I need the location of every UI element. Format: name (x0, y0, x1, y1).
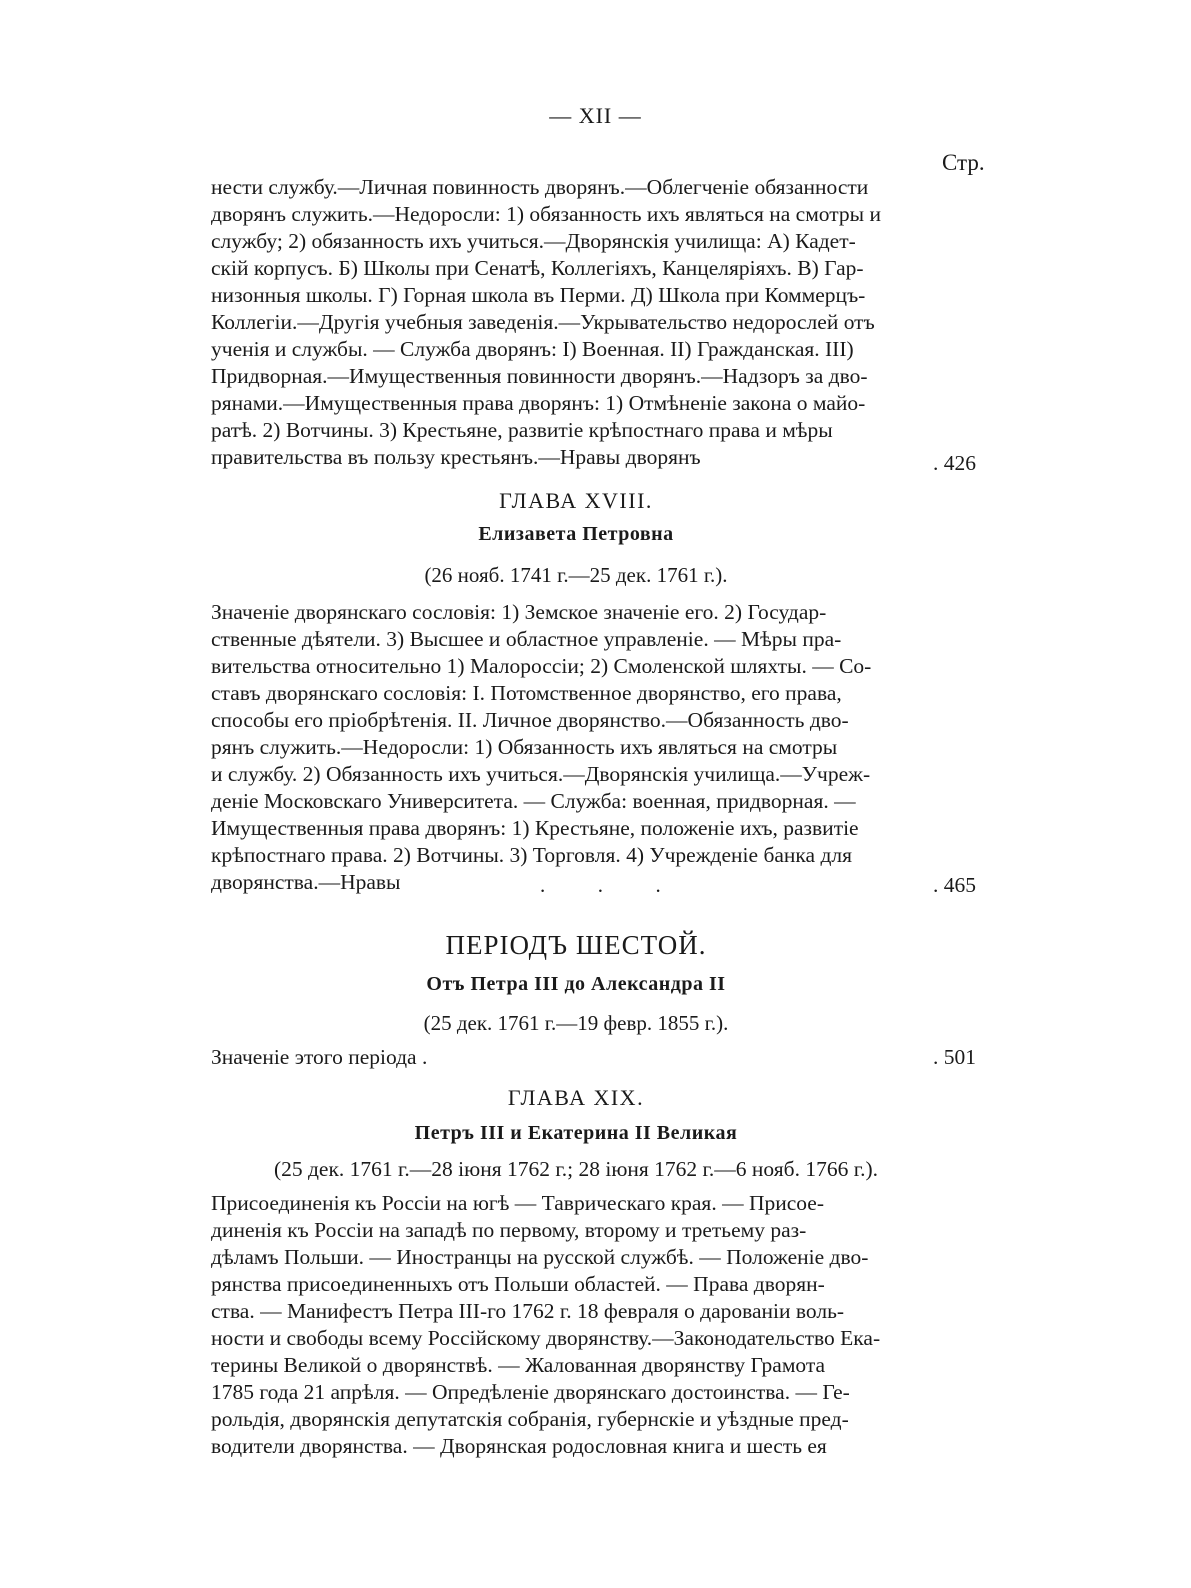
chapter-title: ГЛАВА XIX. (507, 1085, 645, 1110)
text-line: службу; 2) обязанность ихъ учиться.—Дворянскія училища: А) Кадет- (211, 229, 856, 253)
text-line: крѣпостнаго права. 2) Вотчины. 3) Торговля. 4) Учрежденіе банка для (211, 843, 853, 867)
text-line: ности и свободы всему Россійскому дворянству.—Законодательство Ека- (211, 1326, 881, 1350)
period-title: ПЕРІОДЪ ШЕСТОЙ. (445, 930, 707, 960)
text-line: рянами.—Имущественныя права дворянъ: 1) Отмѣненіе закона о майо- (211, 391, 866, 415)
text-line: дворянъ служить.—Недоросли: 1) обязанность ихъ являться на смотры и (211, 202, 882, 226)
page-column-label: Стр. (942, 150, 985, 175)
text-line: терины Великой о дворянствѣ. — Жалованная дворянству Грамота (211, 1353, 826, 1377)
period-subtitle: Отъ Петра III до Александра II (426, 973, 726, 995)
text-line: и службу. 2) Обязанность ихъ учиться.—Дворянскія училища.—Учреж- (211, 762, 871, 786)
text-line: Придворная.—Имущественныя повинности дворянъ.—Надзоръ за дво- (211, 364, 868, 388)
text-line: способы его пріобрѣтенія. II. Личное дворянство.—Обязанность дво- (211, 708, 849, 732)
text-line: деніе Московскаго Университета. — Служба: военная, придворная. — (211, 789, 856, 813)
page-number: . 426 (933, 451, 976, 475)
toc-entry-period-intro: Значеніе этого періода . (211, 1045, 428, 1069)
chapter-ruler: Петръ III и Екатерина II Великая (414, 1122, 738, 1144)
page-number: . 465 (933, 873, 976, 897)
text-line: ставъ дворянскаго сословія: I. Потомственное дворянство, его права, (211, 681, 842, 705)
text-line: дѣламъ Польши. — Иностранцы на русской службѣ. — Положеніе дво- (211, 1245, 869, 1269)
text-line: Коллегіи.—Другія учебныя заведенія.—Укрывательство недорослей отъ (211, 310, 875, 334)
text-line: водители дворянства. — Дворянская родословная книга и шесть ея (211, 1434, 827, 1458)
text-line: ученія и службы. — Служба дворянъ: I) Военная. II) Гражданская. III) (211, 337, 854, 361)
chapter-dates: (26 нояб. 1741 г.—25 дек. 1761 г.). (424, 563, 728, 587)
text-line: диненія къ Россіи на западѣ по первому, второму и третьему раз- (211, 1218, 807, 1242)
chapter-title: ГЛАВА XVIII. (499, 488, 653, 513)
toc-entry-chapter17-continued (211, 174, 936, 471)
text-line: низонныя школы. Г) Горная школа въ Перми. Д) Школа при Коммерцъ- (211, 283, 866, 307)
text-line: ственные дѣятели. 3) Высшее и областное управленіе. — Мѣры пра- (211, 627, 842, 651)
page-header: — XII — (549, 103, 642, 128)
text-line: ратѣ. 2) Вотчины. 3) Крестьяне, развитіе крѣпостнаго права и мѣры (211, 418, 833, 442)
text-line: правительства въ пользу крестьянъ.—Нравы дворянъ (211, 445, 701, 469)
text-line: нести службу.—Личная повинность дворянъ.—Облегченіе обязанности (211, 175, 869, 199)
chapter-dates: (25 дек. 1761 г.—28 іюня 1762 г.; 28 іюня 1762 г.—6 нояб. 1766 г.). (273, 1157, 879, 1181)
text-line: вительства относительно 1) Малороссіи; 2) Смоленской шляхты. — Со- (211, 654, 872, 678)
text-line: рольдія, дворянскія депутатскія собранія, губернскіе и уѣздные пред- (211, 1407, 849, 1431)
text-line: рянъ служить.—Недоросли: 1) Обязанность ихъ являться на смотры (211, 735, 838, 759)
text-line: рянства присоединенныхъ отъ Польши областей. — Права дворян- (211, 1272, 825, 1296)
toc-entry-chapter18 (211, 599, 936, 896)
chapter-ruler: Елизавета Петровна (478, 523, 674, 545)
text-line: Значеніе дворянскаго сословія: 1) Земское значеніе его. 2) Государ- (211, 600, 827, 624)
text-line: скій корпусъ. Б) Школы при Сенатѣ, Коллегіяхъ, Канцеляріяхъ. В) Гар- (211, 256, 864, 280)
period-dates: (25 дек. 1761 г.—19 февр. 1855 г.). (423, 1011, 729, 1035)
dot-leader: . . . (540, 873, 661, 897)
text-line: дворянства.—Нравы (211, 870, 401, 894)
text-line: Имущественныя права дворянъ: 1) Крестьяне, положеніе ихъ, развитіе (211, 816, 859, 840)
page-number: . 501 (933, 1045, 976, 1069)
text-line: ства. — Манифестъ Петра III-го 1762 г. 18 февраля о дарованіи воль- (211, 1299, 845, 1323)
text-line: Присоединенія къ Россіи на югѣ — Таврическаго края. — Присое- (211, 1191, 824, 1215)
toc-entry-chapter19 (211, 1190, 941, 1460)
text-line: 1785 года 21 апрѣля. — Опредѣленіе дворянскаго достоинства. — Ге- (211, 1380, 850, 1404)
